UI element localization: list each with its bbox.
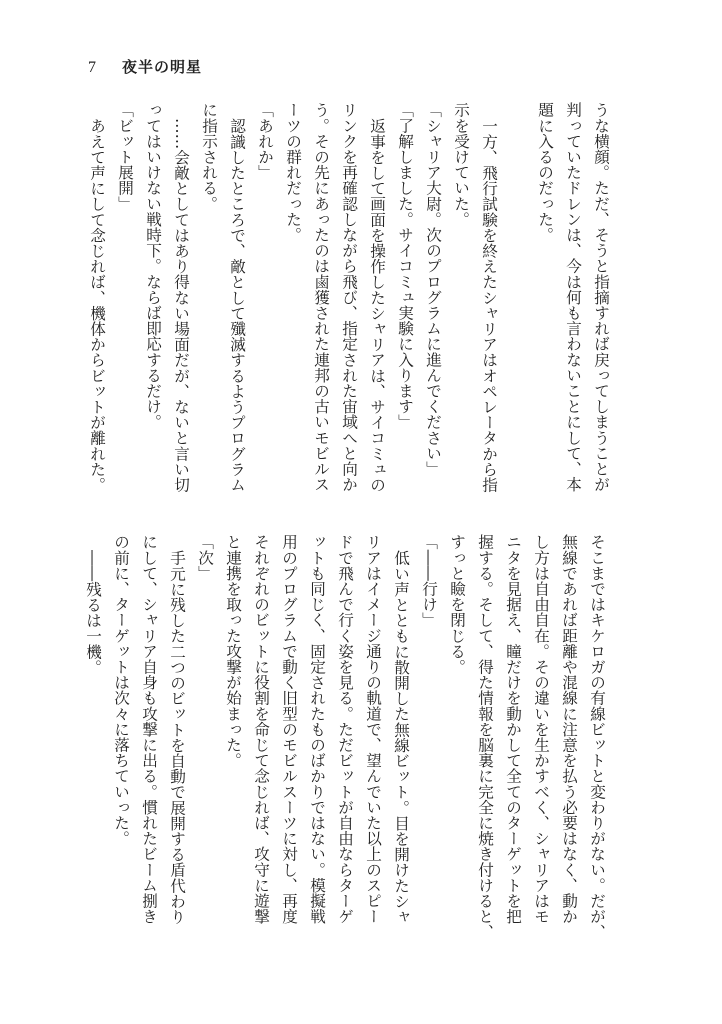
page-header	[88, 56, 202, 77]
text-column: 返事をして画面を操作したシャリアは、サイコミュの	[368, 117, 386, 492]
text-column: 「あれか」	[256, 102, 274, 180]
text-column: 一方、飛行試験を終えたシャリアはオペレータから指	[480, 117, 498, 492]
text-column: そこまではキケロガの有線ビットと変わりがない。だが、	[588, 534, 606, 940]
text-column: 判っていたドレンは、今は何も言わないことにして、本	[564, 102, 582, 492]
text-column: に指示される。	[200, 102, 218, 212]
text-column: ーツの群れだった。	[284, 102, 302, 243]
text-column: 用のプログラムで動く旧型のモビルスーツに対し、再度	[280, 534, 298, 924]
text-column: 「了解しました。サイコミュ実験に入ります」	[396, 102, 414, 430]
text-block-top	[83, 102, 615, 502]
text-column: 握する。そして、得た情報を脳裏に完全に焼き付けると、	[476, 534, 494, 940]
text-column: し方は自由自在。その違いを生かすべく、シャリアはモ	[532, 534, 550, 924]
text-column: うな横顔。ただ、そうと指摘すれば戻ってしまうことが	[592, 102, 610, 492]
text-column: 無線であれば距離や混線に注意を払う必要はなく、動か	[560, 534, 578, 924]
text-column: 「シャリア大尉。次のプログラムに進んでください」	[424, 102, 442, 477]
text-column: 「――行け」	[420, 534, 438, 628]
text-column: それぞれのビットに役割を命じて念じれば、攻守に遊撃	[252, 534, 270, 924]
chapter-title: 夜半の明星	[122, 58, 203, 76]
text-column: と連携を取った攻撃が始まった。	[224, 534, 242, 768]
text-column: にして、シャリア自身も攻撃に出る。慣れたビーム捌き	[140, 534, 158, 924]
text-column: 手元に残した二つのビットを自動で展開する盾代わり	[168, 549, 186, 924]
text-column: ……会敵としてはあり得ない場面だが、ないと言い切	[172, 117, 190, 492]
text-column: 示を受けていた。	[452, 102, 470, 227]
text-column: リンクを再確認しながら飛び、指定された宙域へと向か	[340, 102, 358, 492]
text-column: すっと瞼を閉じる。	[448, 534, 466, 675]
text-column: ドで飛んで行く姿を見る。ただビットが自由ならターゲ	[336, 534, 354, 924]
text-column	[503, 102, 531, 502]
text-column: 低い声とともに散開した無線ビット。目を開けたシャ	[392, 549, 410, 924]
text-column: リアはイメージ通りの軌道で、望んでいた以上のスピー	[364, 534, 382, 924]
text-column: う。その先にあったのは鹵獲された連邦の古いモビルス	[312, 102, 330, 492]
page-number: 7	[88, 59, 96, 76]
text-column: ってはいけない戦時下。ならば即応するだけ。	[144, 102, 162, 430]
text-column: あえて声にして念じれば、機体からビットが離れた。	[88, 117, 106, 492]
text-column: の前に、ターゲットは次々に落ちていった。	[112, 534, 130, 846]
text-column: ニタを見据え、瞳だけを動かして全てのターゲットを把	[504, 534, 522, 924]
text-column: ――残るは一機。	[84, 549, 102, 675]
text-column: 題に入るのだった。	[536, 102, 554, 243]
text-column: 「ビット展開」	[116, 102, 134, 212]
text-column: 「次」	[196, 534, 214, 581]
text-column: ットも同じく、固定されたものばかりではない。模擬戦	[308, 534, 326, 924]
text-block-bottom	[79, 534, 611, 940]
text-column: 認識したところで、敵として殲滅するようプログラム	[228, 117, 246, 492]
